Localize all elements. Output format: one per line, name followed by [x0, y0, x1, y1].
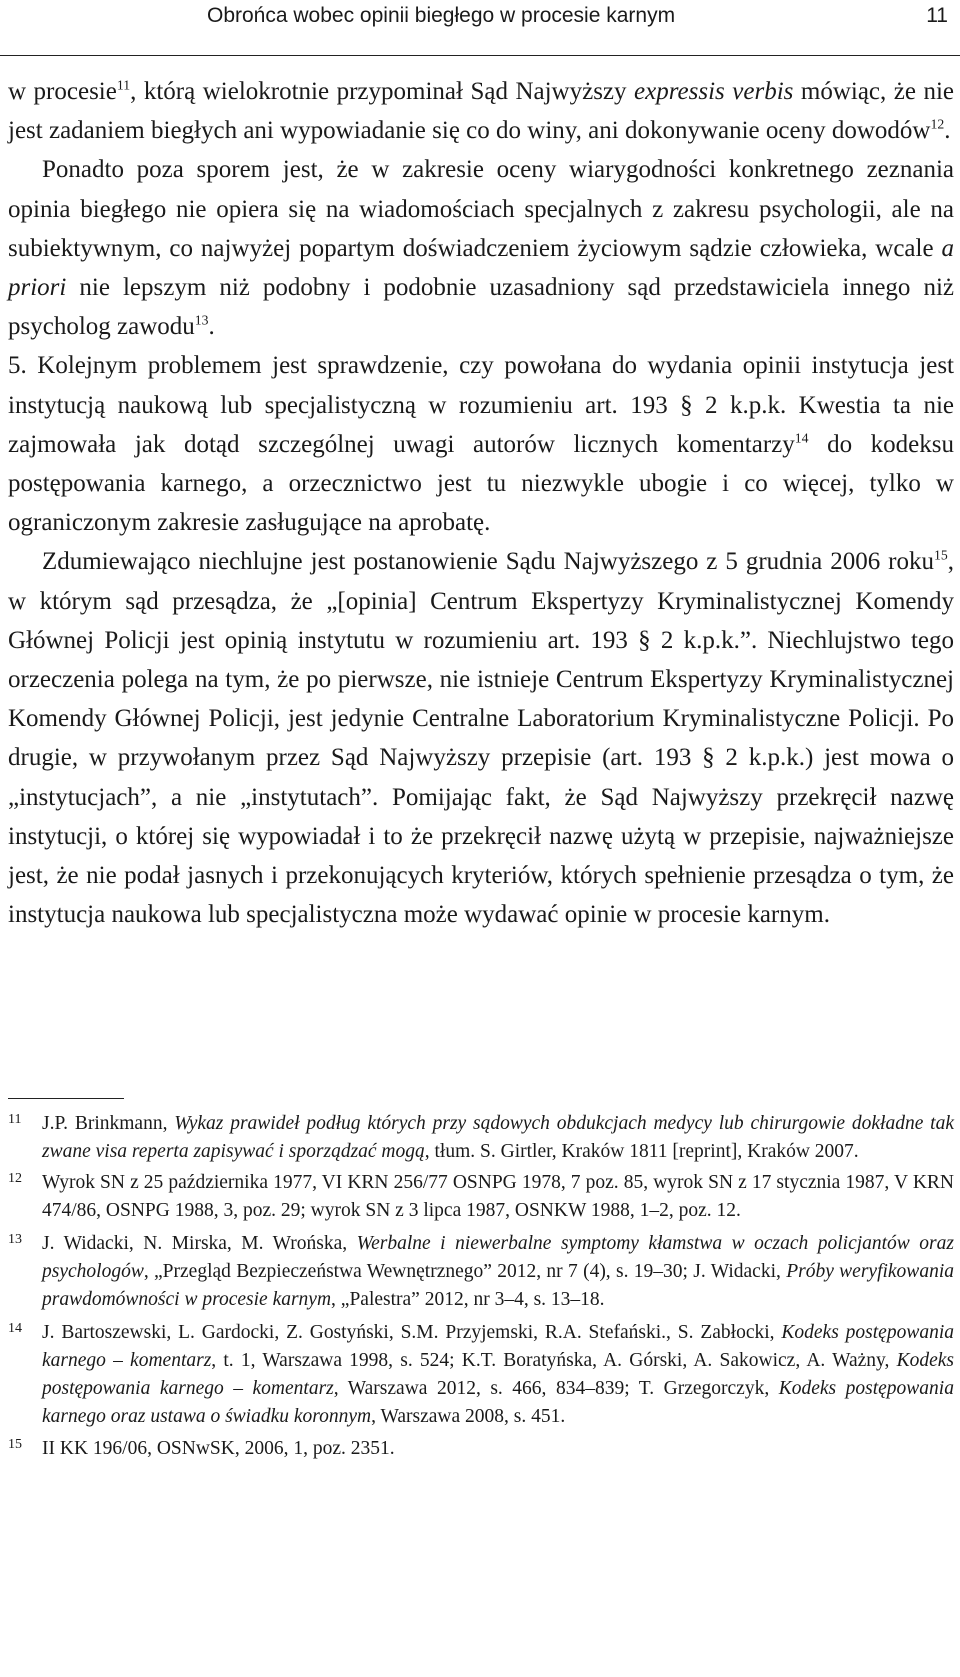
text-run: nie lepszym niż podobny i podobnie uzasadniony sąd przedstawiciela innego niż psycholog zawodu — [8, 274, 954, 341]
text-run: , t. 1, Warszawa 1998, s. 524; K.T. Boratyńska, A. Górski, A. Sakowicz, A. Ważny, — [211, 1350, 897, 1371]
text-run: J. Bartoszewski, L. Gardocki, Z. Gostyński, S.M. Przyjemski, R.A. Stefański., S. Zabłocki, — [42, 1322, 782, 1343]
footnote-number: 15 — [8, 1437, 22, 1452]
text-run: , Warszawa 2008, s. 451. — [371, 1406, 566, 1427]
text-run: , „Przegląd Bezpieczeństwa Wewnętrznego” 2012, nr 7 (4), s. 19–30; J. Widacki, — [143, 1261, 787, 1282]
text-run: Ponadto poza sporem jest, że w zakresie oceny wiarygodności konkretnego zeznania opinia biegłego nie opiera się na wiadomościach specjalnych z zakresu psychologii, ale na subiektywnym, co najwyżej popartym doświadczeniem życiowym sądzie człowieka, wcale — [8, 156, 954, 262]
italic-run: Werbalne i niewerbalne symptomy kłamstwa w oczach policjantów oraz psychologów — [42, 1233, 954, 1282]
running-title: Obrońca wobec opinii biegłego w procesie karnym — [207, 4, 676, 27]
paragraph-2 — [8, 150, 954, 346]
text-run: , „Palestra” 2012, nr 3–4, s. 13–18. — [331, 1289, 605, 1310]
italic-run: Próby weryfikowania prawdomówności w procesie karnym — [42, 1261, 954, 1310]
footnote-14 — [8, 1319, 954, 1431]
italic-run: Kodeks postępowania karnego oraz ustawa o świadku koronnym — [42, 1378, 954, 1427]
footnote-number: 11 — [8, 1112, 22, 1127]
footnote-12 — [8, 1169, 954, 1225]
paragraph-3 — [8, 346, 954, 542]
text-run: , tłum. S. Girtler, Kraków 1811 [reprint], Kraków 2007. — [424, 1141, 859, 1162]
footnote-number: 14 — [8, 1321, 22, 1336]
footnote-ref-14[interactable]: 14 — [794, 430, 809, 446]
text-run: . — [944, 117, 951, 145]
footnote-13 — [8, 1230, 954, 1314]
footnote-ref-13[interactable]: 13 — [194, 312, 209, 328]
footnote-11 — [8, 1110, 954, 1166]
footnote-number: 13 — [8, 1232, 22, 1247]
footnote-ref-11[interactable]: 11 — [116, 77, 131, 93]
italic-run: expressis verbis — [634, 78, 794, 105]
paragraph-4 — [8, 542, 954, 934]
paragraph-1 — [8, 72, 954, 150]
text-run: II KK 196/06, OSNwSK, 2006, 1, poz. 2351. — [42, 1438, 395, 1459]
text-run: J.P. Brinkmann, — [42, 1113, 175, 1134]
text-run: do kodeksu postępowania karnego, a orzecznictwo jest tu niezwykle ubogie i co więcej, tylko w ograniczonym zakresie zasługujące na aprobatę. — [8, 430, 954, 537]
running-header — [0, 0, 960, 56]
text-run: mówiąc, że nie jest zadaniem biegłych ani wypowiadanie się co do winy, ani dokonywanie oceny dowodów — [8, 78, 955, 145]
text-run: Wyrok SN z 25 października 1977, VI KRN 256/77 OSNPG 1978, 7 poz. 85, wyrok SN z 17 stycznia 1987, V KRN 474/86, OSNPG 1988, 3, poz. 29; wyrok SN z 3 lipca 1987, OSNKW 1988, 1–2, poz. 12. — [42, 1172, 954, 1221]
text-run: 5. Kolejnym problemem jest sprawdzenie, czy powołana do wydania opinii instytucja jest instytucją naukową lub specjalistyczną w rozumieniu art. 193 § 2 k.p.k. Kwestia ta nie zajmowała jak dotąd szczególnej uwagi autorów licznych komentarzy — [8, 352, 954, 458]
footnotes — [8, 1110, 954, 1463]
text-run: , w którym sąd przesądza, że „[opinia] Centrum Ekspertyzy Kryminalistycznej Komendy Głównej Policji jest opinią instytutu w rozumieniu art. 193 § 2 k.p.k.”. Niechlujstwo tego orzeczenia polega na tym, że po pierwsze, nie istnieje Centrum Ekspertyzy Kryminalistycznej Komendy Głównej Policji, jest jedynie Centralne Laboratorium Kryminalistyczne Policji. Po drugie, w przywołanym przez Sąd Najwyższy przepisie (art. 193 § 2 k.p.k.) jest mowa o „instytucjach”, a nie „instytutach”. Pomijając fakt, że Sąd Najwyższy przekręcił nazwę instytucji, o której się wypowiadał i to że przekręcił nazwę użytą w przepisie, najważniejsze jest, że nie podał jasnych i przekonujących kryteriów, których spełnienie przesądza o tym, że instytucja naukowa lub specjalistyczna może wydawać opinie w procesie karnym. — [8, 548, 954, 929]
italic-run: Wykaz prawideł podług których przy sądowych obdukcjach medycy lub chirurgowie dokładne tak zwane visa reperta zapisywać i sporządzać mogą — [42, 1113, 954, 1162]
text-run: , Warszawa 2012, s. 466, 834–839; T. Grzegorczyk, — [333, 1378, 779, 1399]
text-run: . — [208, 313, 215, 341]
text-run: J. Widacki, N. Mirska, M. Wrońska, — [42, 1233, 357, 1254]
page-number: 11 — [926, 4, 948, 27]
text-run: w procesie — [8, 78, 117, 105]
footnote-ref-12[interactable]: 12 — [930, 116, 945, 132]
italic-run: Kodeks postępowania karnego – komentarz — [42, 1322, 954, 1371]
footnote-separator — [8, 1098, 124, 1099]
footnote-number: 12 — [8, 1171, 22, 1186]
footnote-ref-15[interactable]: 15 — [934, 548, 948, 564]
footnote-15 — [8, 1435, 954, 1463]
italic-run: Kodeks postępowania karnego – komentarz — [42, 1350, 954, 1399]
italic-run: a priori — [8, 234, 954, 302]
main-text — [8, 72, 954, 934]
text-run: , którą wielokrotnie przypominał Sąd Najwyższy — [130, 78, 635, 105]
text-run: Zdumiewająco niechlujne jest postanowienie Sądu Najwyższego z 5 grudnia 2006 roku — [42, 548, 934, 576]
